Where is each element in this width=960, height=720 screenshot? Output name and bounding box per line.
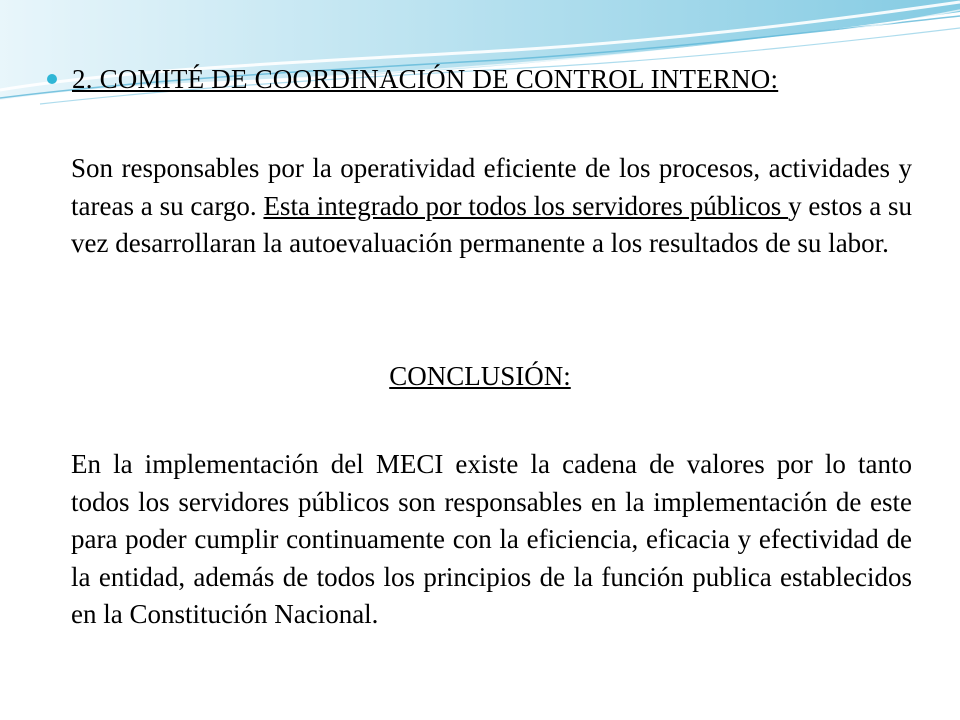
header-wave-decoration: [0, 0, 960, 120]
section-heading: 2. COMITÉ DE COORDINACIÓN DE CONTROL INTERNO:: [72, 64, 779, 94]
conclusion-title: CONCLUSIÓN:: [389, 361, 571, 391]
bullet-icon: [47, 74, 57, 84]
paragraph-text-continued: y estos a su vez desarrollaran la autoevaluación permanente a los resultados de su labor.: [71, 190, 912, 258]
paragraph-text: Son responsables por la operatividad eficiente de los procesos, actividades y tareas a su cargo.: [71, 153, 912, 221]
conclusion-paragraph: En la implementación del MECI existe la cadena de valores por lo tanto todos los servidores públicos son responsables en la implementación de este para poder cumplir continuamente con la eficiencia, eficacia y efectividad de la entidad, además de todos los principios de la función publica establecidos en la Constitución Nacional.: [71, 449, 912, 629]
responsibility-paragraph: [71, 150, 912, 263]
underlined-phrase: Esta integrado por todos los servidores públicos: [263, 190, 789, 221]
